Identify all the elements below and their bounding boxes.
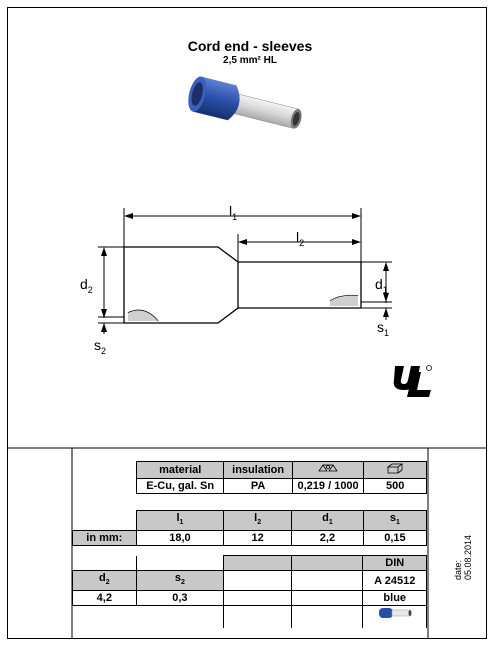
value-package-qty: 500	[364, 479, 427, 494]
value-s2: 0,3	[136, 591, 224, 606]
dimension-l1	[124, 208, 361, 262]
header-weight	[292, 462, 363, 479]
header-din: DIN	[363, 556, 427, 571]
dimensions-table	[72, 510, 427, 546]
header-package	[364, 462, 427, 479]
value-weight: 0,219 / 1000	[292, 479, 363, 494]
header-s1: $s_1$	[363, 511, 426, 531]
page-title: Cord end - sleeves	[187, 38, 313, 54]
ferrule-color-swatch-icon	[377, 606, 413, 620]
label-s1: $s_1$	[377, 319, 390, 338]
ferrule-outline	[124, 247, 361, 323]
date-stamp: date: 05.08.2014	[453, 534, 473, 580]
value-color: blue	[363, 591, 427, 606]
value-din: A 24512	[363, 571, 427, 591]
in-mm-label: in mm:	[73, 531, 137, 546]
product-image	[185, 75, 305, 138]
color-swatch-cell	[363, 606, 427, 629]
label-l1: $l_1$	[229, 203, 238, 222]
value-d2: 4,2	[73, 591, 137, 606]
header-d1: $d_1$	[292, 511, 364, 531]
header-d2: $d_2$	[73, 571, 137, 591]
label-d2: $d_2$	[80, 276, 93, 295]
header-material: material	[137, 462, 224, 479]
value-insulation: PA	[224, 479, 292, 494]
label-l2: $l_2$	[296, 229, 305, 248]
value-d1: 2,2	[292, 531, 364, 546]
header-s2: $s_2$	[136, 571, 224, 591]
label-d1: $d_1$	[375, 276, 388, 295]
value-l1: 18,0	[136, 531, 224, 546]
dimension-d2	[98, 247, 124, 334]
secondary-table	[72, 555, 427, 628]
value-l2: 12	[224, 531, 292, 546]
label-s2: $s_2$	[94, 337, 107, 356]
header-l2: $l_2$	[224, 511, 292, 531]
value-s1: 0,15	[363, 531, 426, 546]
header-l1: $l_1$	[136, 511, 224, 531]
header-insulation: insulation	[224, 462, 292, 479]
value-material: E-Cu, gal. Sn	[137, 479, 224, 494]
package-box-icon	[383, 462, 407, 474]
page-subtitle: 2,5 mm² HL	[223, 55, 277, 66]
material-table	[136, 461, 427, 494]
packaging-weight-icon	[315, 462, 341, 474]
ul-certification-mark	[394, 366, 432, 398]
